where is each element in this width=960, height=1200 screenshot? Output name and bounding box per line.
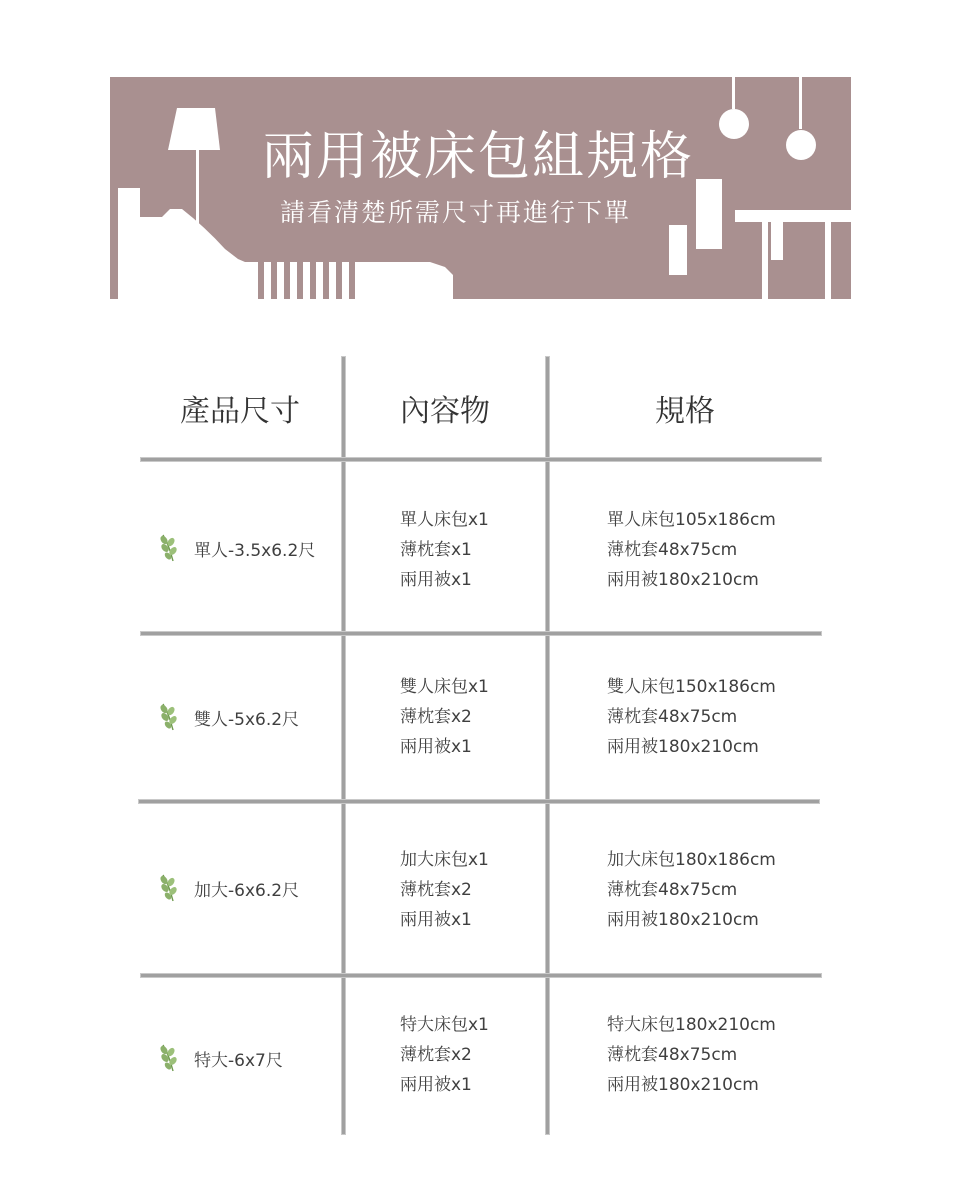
row-divider <box>140 457 822 462</box>
spec-item: 兩用被180x210cm <box>607 737 759 757</box>
contents-item: 特大床包x1 <box>400 1015 489 1035</box>
size-label: 單人-3.5x6.2尺 <box>194 540 316 561</box>
size-label: 特大-6x7尺 <box>194 1050 283 1071</box>
spec-item: 特大床包180x210cm <box>607 1015 776 1035</box>
spec-item: 兩用被180x210cm <box>607 910 759 930</box>
table-row-contents <box>400 672 489 762</box>
size-label: 雙人-5x6.2尺 <box>194 709 300 730</box>
table-row-specs <box>607 672 776 762</box>
contents-item: 薄枕套x2 <box>400 1045 472 1065</box>
table-row-specs <box>607 1010 776 1100</box>
table-row-size <box>158 1043 283 1073</box>
spec-banner <box>110 77 851 299</box>
leaf-icon <box>158 533 180 563</box>
table-row-specs <box>607 845 776 935</box>
row-divider <box>138 799 820 804</box>
header-product-size: 產品尺寸 <box>180 394 300 429</box>
contents-item: 薄枕套x2 <box>400 707 472 727</box>
contents-item: 薄枕套x2 <box>400 880 472 900</box>
spec-item: 薄枕套48x75cm <box>607 1045 738 1065</box>
size-label: 加大-6x6.2尺 <box>194 880 300 901</box>
spec-item: 薄枕套48x75cm <box>607 540 738 560</box>
header-contents: 內容物 <box>400 394 490 429</box>
contents-item: 薄枕套x1 <box>400 540 472 560</box>
table-row-contents <box>400 845 489 935</box>
table-row-size <box>158 873 299 903</box>
row-divider <box>140 631 822 636</box>
contents-item: 兩用被x1 <box>400 1075 472 1095</box>
column-divider <box>545 356 550 1135</box>
banner-subtitle: 請看清楚所需尺寸再進行下單 <box>280 198 632 227</box>
spec-item: 薄枕套48x75cm <box>607 880 738 900</box>
table-row-specs <box>607 505 776 595</box>
contents-item: 單人床包x1 <box>400 510 489 530</box>
spec-item: 加大床包180x186cm <box>607 850 776 870</box>
table-row-size <box>158 702 299 732</box>
column-divider <box>341 356 346 1135</box>
banner-title: 兩用被床包組規格 <box>262 127 695 187</box>
leaf-icon <box>158 873 180 903</box>
spec-item: 兩用被180x210cm <box>607 1075 759 1095</box>
contents-item: 兩用被x1 <box>400 737 472 757</box>
spec-item: 單人床包105x186cm <box>607 510 776 530</box>
spec-item: 薄枕套48x75cm <box>607 707 738 727</box>
contents-item: 加大床包x1 <box>400 850 489 870</box>
row-divider <box>140 973 822 978</box>
leaf-icon <box>158 1043 180 1073</box>
table-row-contents <box>400 505 489 595</box>
contents-item: 兩用被x1 <box>400 570 472 590</box>
contents-item: 兩用被x1 <box>400 910 472 930</box>
header-specs: 規格 <box>655 394 715 429</box>
leaf-icon <box>158 702 180 732</box>
contents-item: 雙人床包x1 <box>400 677 489 697</box>
spec-item: 雙人床包150x186cm <box>607 677 776 697</box>
table-row-size <box>158 533 315 563</box>
table-row-contents <box>400 1010 489 1100</box>
spec-item: 兩用被180x210cm <box>607 570 759 590</box>
